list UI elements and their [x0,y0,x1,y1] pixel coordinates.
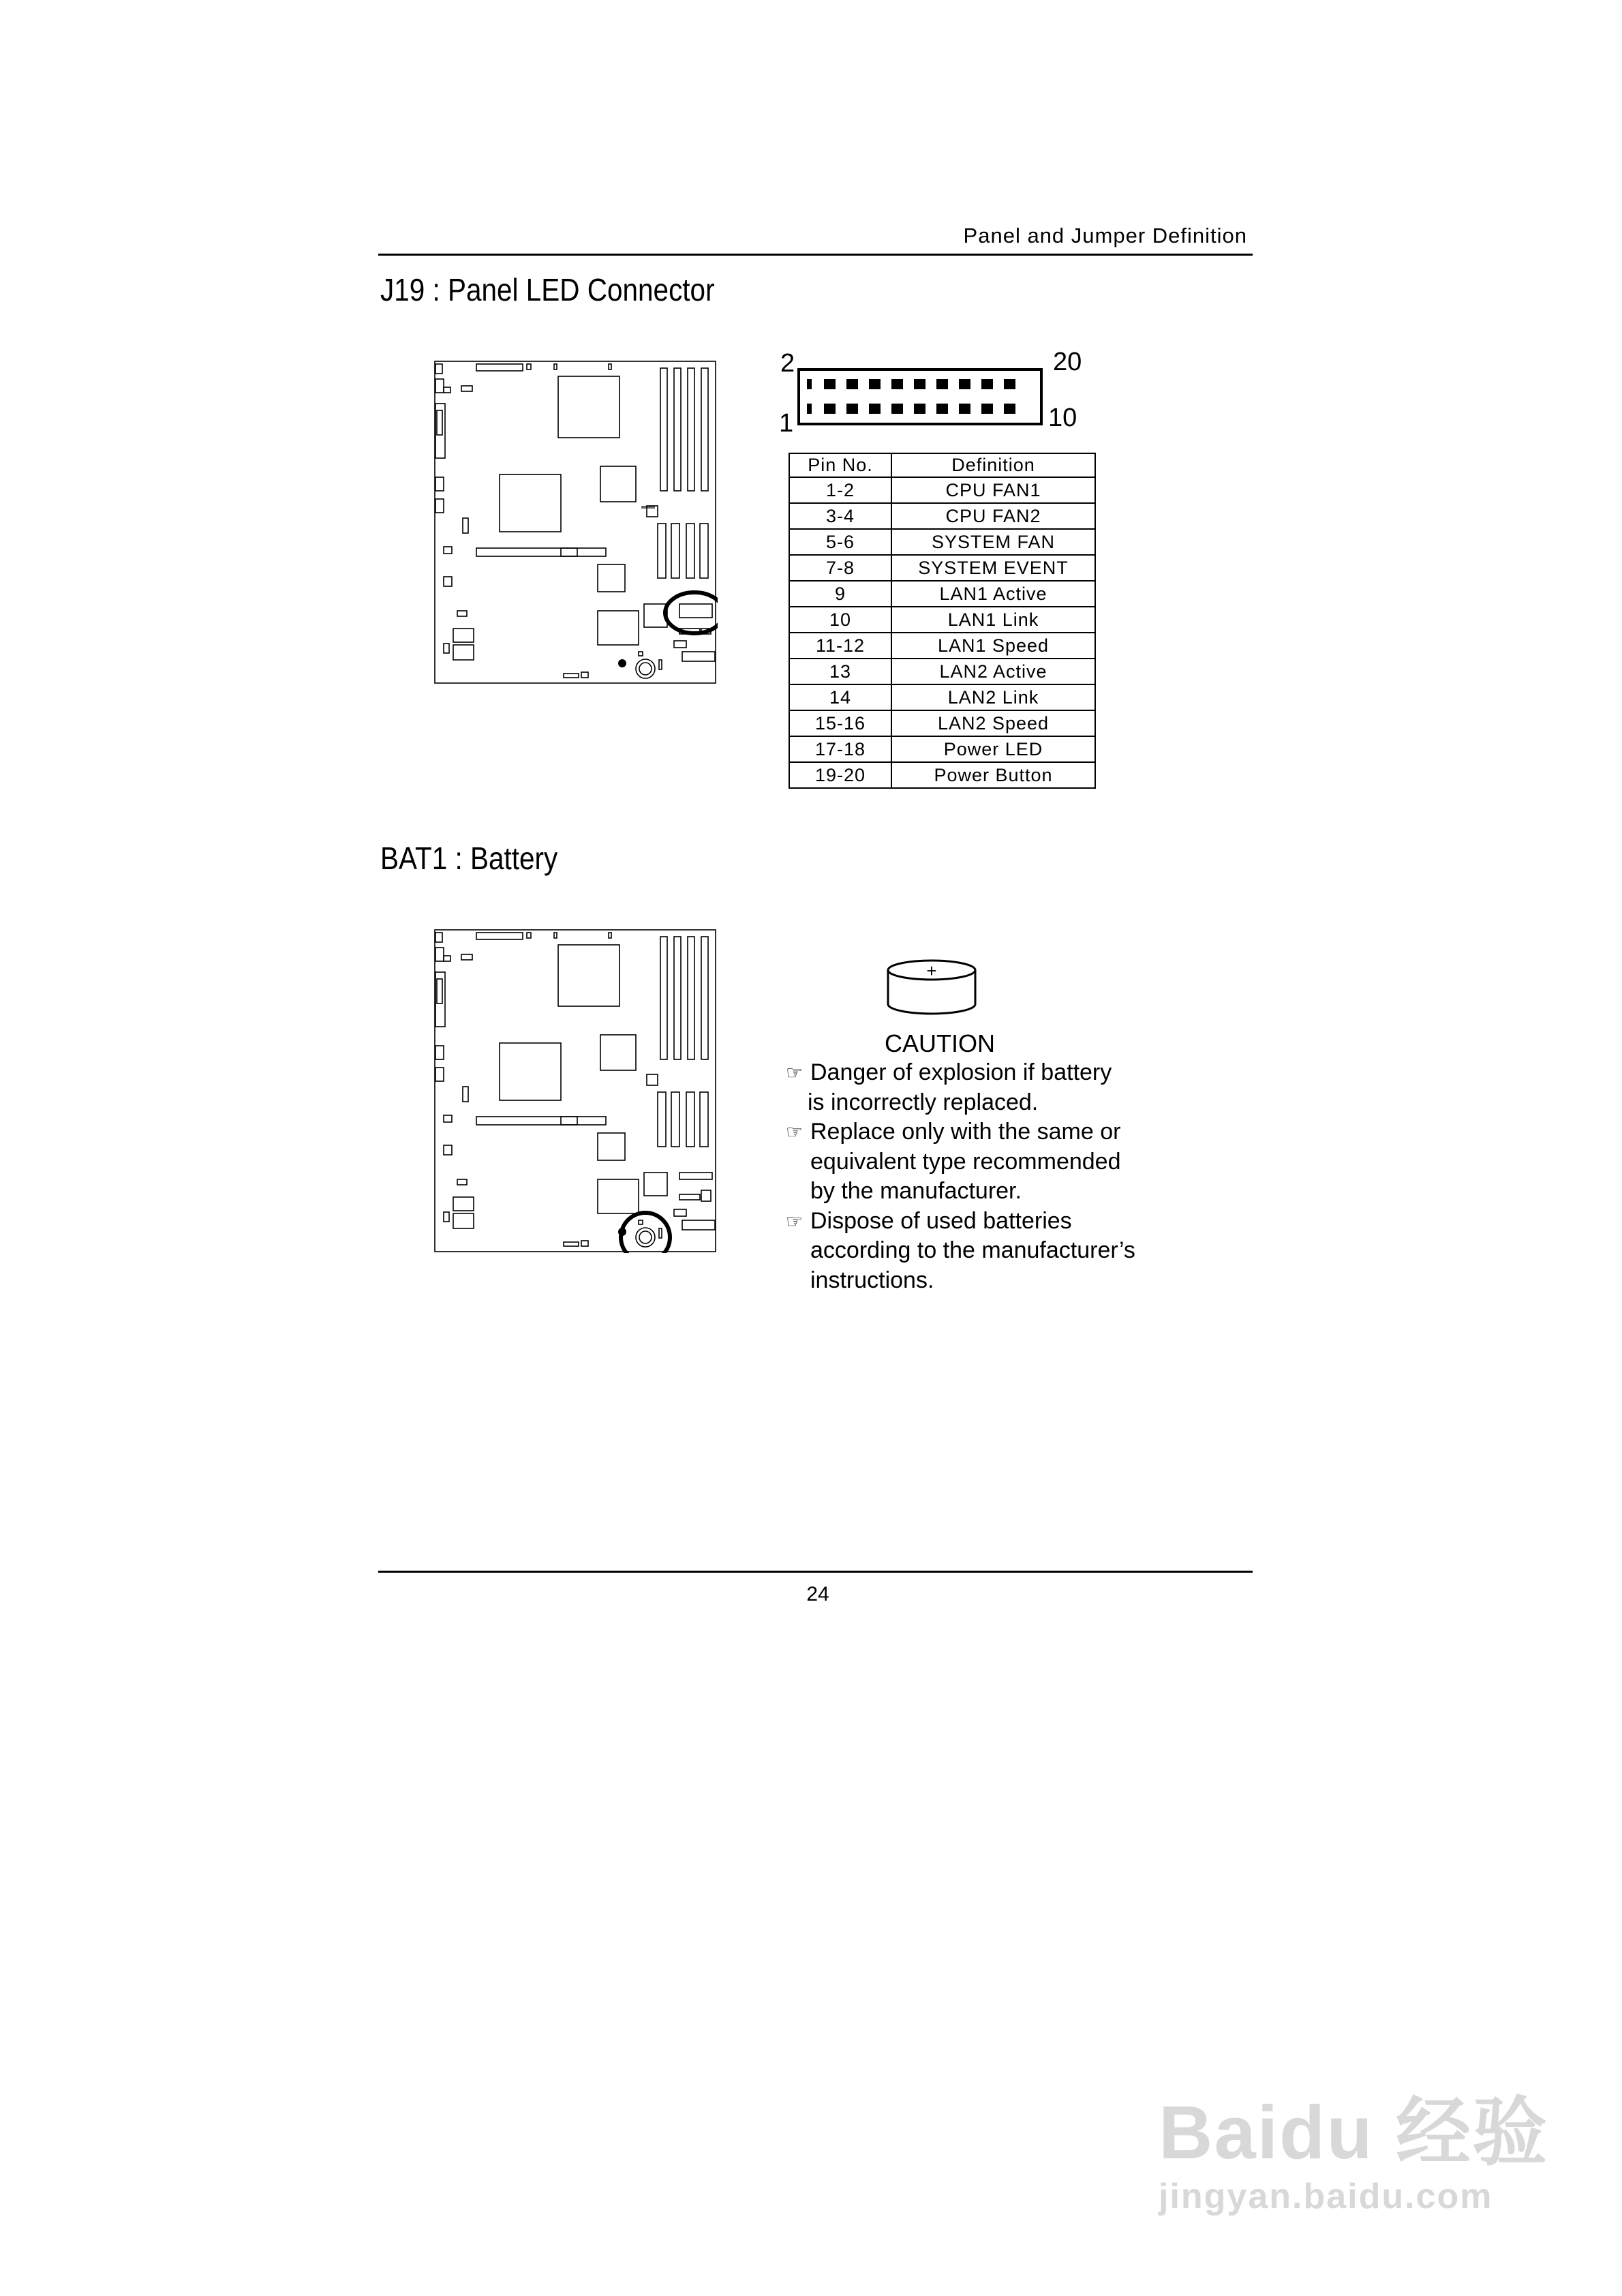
caution-line: Dispose of used batteries [810,1207,1072,1234]
definition-cell: CPU FAN2 [891,503,1095,529]
definition-cell: SYSTEM EVENT [891,555,1095,581]
page-number: 24 [806,1583,829,1605]
pin-cell: 1-2 [789,477,891,503]
caution-line: instructions. [810,1267,934,1293]
pointing-hand-icon: ☞ [786,1210,804,1232]
pin-label-1: 1 [779,409,794,438]
pin-cell: 5-6 [789,529,891,555]
definition-cell: CPU FAN1 [891,477,1095,503]
pin-label-10: 10 [1048,404,1077,432]
pin-cell: 15-16 [789,710,891,736]
table-row [789,607,1095,633]
definition-cell: LAN1 Active [891,581,1095,607]
pin-label-20: 20 [1053,348,1082,376]
table-row [789,555,1095,581]
pointing-hand-icon: ☞ [786,1121,804,1143]
caution-line: by the manufacturer. [810,1178,1022,1204]
table-row [789,736,1095,762]
j19-section-title: J19 : Panel LED Connector [380,272,715,307]
table-row [789,633,1095,659]
pin-cell: 11-12 [789,633,891,659]
battery-icon [884,956,979,1018]
definition-cell: SYSTEM FAN [891,529,1095,555]
table-row [789,503,1095,529]
definition-cell: Power Button [891,762,1095,788]
table-row [789,684,1095,710]
definition-cell: LAN2 Link [891,684,1095,710]
definition-cell: LAN1 Link [891,607,1095,633]
pin-cell: 7-8 [789,555,891,581]
pin-cell: 14 [789,684,891,710]
pointing-hand-icon: ☞ [786,1062,804,1083]
running-header: Panel and Jumper Definition [963,224,1247,247]
table-row [789,762,1095,788]
table-row [789,477,1095,503]
table-row [789,581,1095,607]
watermark-url: jingyan.baidu.com [1159,2177,1493,2216]
header-rule [378,254,1253,256]
watermark [1159,2072,1548,2217]
definition-cell: LAN2 Speed [891,710,1095,736]
caution-line: Replace only with the same or [810,1119,1121,1145]
battery-plus-symbol: + [926,961,937,981]
table-header-definition: Definition [891,453,1095,477]
table-row [789,710,1095,736]
caution-item [786,1207,1208,1296]
caution-list [786,1058,1208,1295]
table-header-pin-no: Pin No. [789,453,891,477]
caution-line: according to the manufacturer’s [810,1237,1135,1263]
definition-cell: Power LED [891,736,1095,762]
caution-line: Danger of explosion if battery [810,1059,1112,1085]
definition-cell: LAN1 Speed [891,633,1095,659]
caution-line: equivalent type recommended [810,1148,1121,1175]
watermark-logo-text: Baidu 经验 [1159,2091,1549,2175]
table-row [789,529,1095,555]
pin-cell: 9 [789,581,891,607]
j19-pin-table [789,453,1096,789]
caution-item [786,1058,1208,1117]
caution-item [786,1117,1208,1207]
footer-rule [378,1571,1253,1573]
caution-title: CAUTION [885,1029,995,1057]
pin-cell: 10 [789,607,891,633]
pin-cell: 19-20 [789,762,891,788]
pin-cell: 3-4 [789,503,891,529]
pin-cell: 13 [789,659,891,684]
table-row [789,659,1095,684]
motherboard-diagram-bat1 [434,928,718,1253]
bat1-section-title: BAT1 : Battery [380,841,558,876]
pin-label-2: 2 [780,349,795,378]
definition-cell: LAN2 Active [891,659,1095,684]
j19-pin-header [797,368,1043,427]
caution-line: is incorrectly replaced. [808,1089,1039,1115]
motherboard-diagram-j19 [434,360,718,684]
pin-cell: 17-18 [789,736,891,762]
